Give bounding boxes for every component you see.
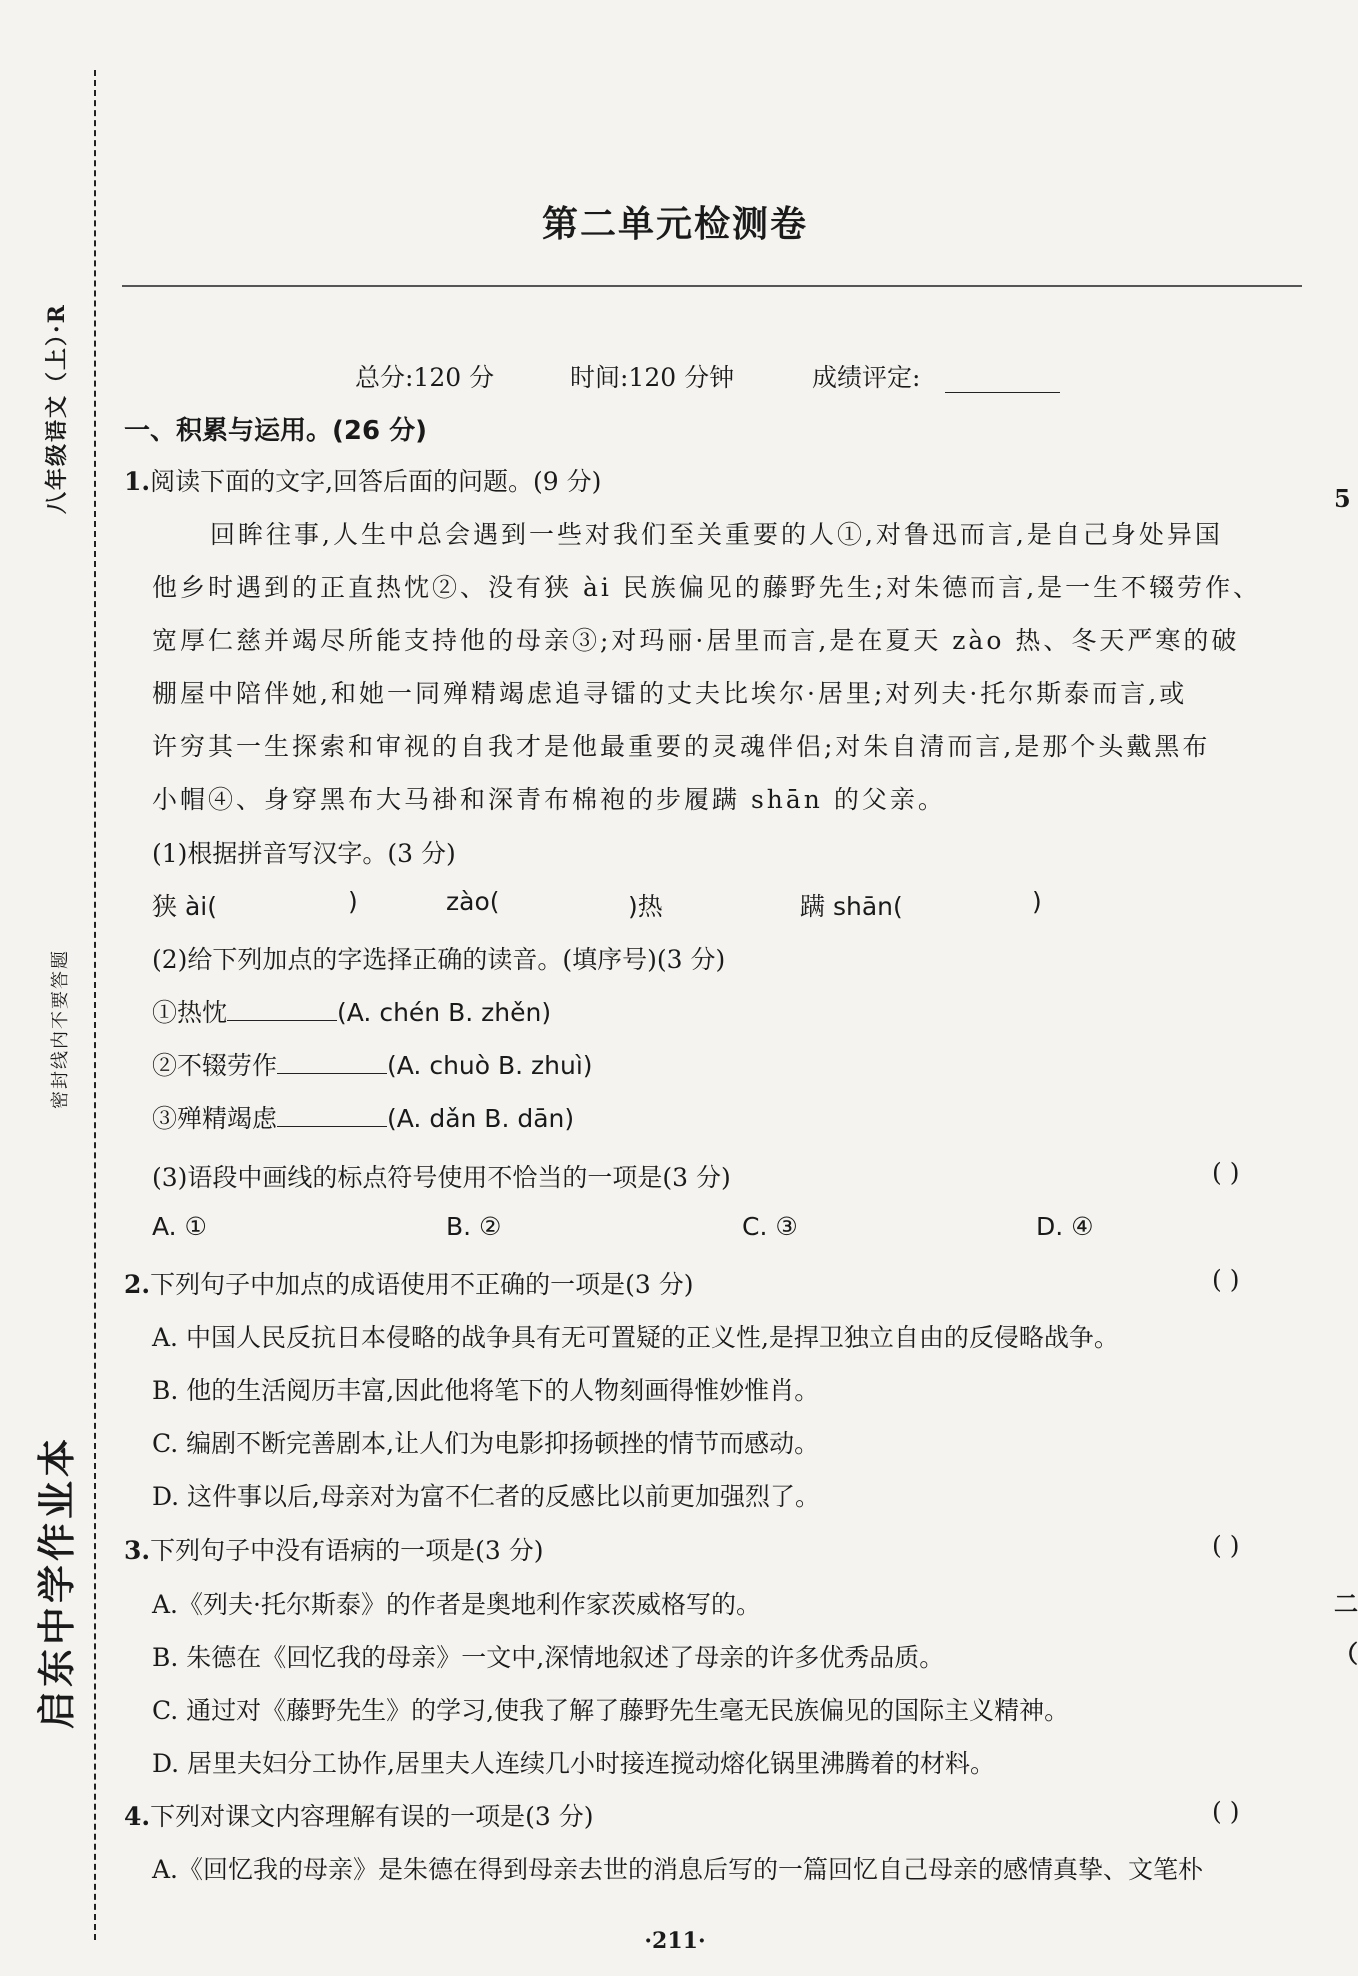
question-4-stem xyxy=(124,1797,593,1833)
choice-a: A. ① xyxy=(152,1212,207,1241)
title-divider xyxy=(122,285,1302,287)
edge-mark-low: （ xyxy=(1334,1639,1358,1668)
passage-line: 许穷其一生探索和审视的自我才是他最重要的灵魂伴侣;对朱自清而言,是那个头戴黑布 xyxy=(152,732,1211,761)
option-a: A.《回忆我的母亲》是朱德在得到母亲去世的消息后写的一篇回忆自己母亲的感情真挚、文笔朴 xyxy=(152,1855,1204,1884)
reading-word: ③殚精竭虑 xyxy=(152,1104,278,1133)
subquestion-3: (3)语段中画线的标点符号使用不恰当的一项是(3 分) xyxy=(152,1163,731,1192)
pinyin-blank-2: zào( xyxy=(446,887,500,916)
choice-c: C. ③ xyxy=(742,1212,798,1241)
choice-b: B. ② xyxy=(446,1212,502,1241)
page-number: ·211· xyxy=(644,1928,706,1954)
total-score: 总分:120 分 xyxy=(355,363,495,392)
answer-parentheses[interactable]: ( ) xyxy=(1212,1797,1240,1826)
reading-item xyxy=(152,1099,574,1135)
reading-item xyxy=(152,1046,593,1082)
reading-options: (A. chuò B. zhuì) xyxy=(387,1051,593,1080)
pinyin-blank-3: 蹒 shān( xyxy=(800,892,903,921)
question-text: 下列句子中加点的成语使用不正确的一项是(3 分) xyxy=(150,1270,694,1299)
reading-options: (A. chén B. zhěn) xyxy=(337,998,552,1027)
passage-line: 小帽④、身穿黑布大马褂和深青布棉袍的步履蹒 shān 的父亲。 xyxy=(152,785,946,814)
option-c: C. 编剧不断完善剧本,让人们为电影抑扬顿挫的情节而感动。 xyxy=(152,1429,820,1458)
passage-line: 回眸往事,人生中总会遇到一些对我们至关重要的人①,对鲁迅而言,是自己身处异国 xyxy=(210,520,1223,549)
question-number: 4. xyxy=(124,1802,151,1831)
option-d: D. 这件事以后,母亲对为富不仁者的反感比以前更加强烈了。 xyxy=(152,1482,820,1511)
answer-parentheses[interactable]: ( ) xyxy=(1212,1531,1240,1560)
option-c: C. 通过对《藤野先生》的学习,使我了解了藤野先生毫无民族偏见的国际主义精神。 xyxy=(152,1696,1070,1725)
question-number: 2. xyxy=(124,1270,151,1299)
page-title: 第二单元检测卷 xyxy=(541,204,808,245)
option-d: D. 居里夫妇分工协作,居里夫人连续几小时接连搅动熔化锅里沸腾着的材料。 xyxy=(152,1749,995,1778)
side-grade-label: 八年级语文（上）·R xyxy=(40,297,71,520)
edge-mark-top: 5 xyxy=(1334,484,1351,513)
side-seal-label: 密封线内不要答题 xyxy=(46,943,72,1115)
grade-blank[interactable] xyxy=(945,392,1060,393)
subquestion-1: (1)根据拼音写汉字。(3 分) xyxy=(152,839,456,868)
question-2-stem xyxy=(124,1265,693,1301)
passage-line: 宽厚仁慈并竭尽所能支持他的母亲③;对玛丽·居里而言,是在夏天 zào 热、冬天严寒的破 xyxy=(152,626,1240,655)
side-school-label: 启东中学作业本 xyxy=(26,1429,81,1735)
answer-blank[interactable] xyxy=(227,994,337,1021)
reading-word: ②不辍劳作 xyxy=(152,1051,278,1080)
pinyin-close-3: ) xyxy=(1032,887,1042,916)
question-text: 下列对课文内容理解有误的一项是(3 分) xyxy=(150,1802,594,1831)
time-limit: 时间:120 分钟 xyxy=(570,363,735,392)
pinyin-blank-1: 狭 ài( xyxy=(152,892,217,921)
answer-blank[interactable] xyxy=(277,1100,387,1127)
passage-line: 他乡时遇到的正直热忱②、没有狭 ài 民族偏见的藤野先生;对朱德而言,是一生不辍劳作、 xyxy=(152,573,1262,602)
passage-line: 棚屋中陪伴她,和她一同殚精竭虑追寻镭的丈夫比埃尔·居里;对列夫·托尔斯泰而言,或 xyxy=(152,679,1188,708)
grade-label: 成绩评定: xyxy=(812,363,921,392)
choice-d: D. ④ xyxy=(1036,1212,1094,1241)
question-number: 3. xyxy=(124,1536,151,1565)
question-text: 阅读下面的文字,回答后面的问题。(9 分) xyxy=(150,467,602,496)
answer-blank[interactable] xyxy=(277,1047,387,1074)
pinyin-close-1: ) xyxy=(348,887,358,916)
binding-dashed-line xyxy=(94,70,96,1940)
question-1-stem xyxy=(124,462,601,498)
question-text: 下列句子中没有语病的一项是(3 分) xyxy=(150,1536,544,1565)
option-a: A.《列夫·托尔斯泰》的作者是奥地利作家茨威格写的。 xyxy=(152,1590,761,1619)
edge-mark-mid: 二 xyxy=(1334,1589,1358,1618)
question-number: 1. xyxy=(124,467,151,496)
pinyin-close-2: )热 xyxy=(628,892,663,921)
subquestion-2: (2)给下列加点的字选择正确的读音。(填序号)(3 分) xyxy=(152,945,726,974)
reading-word: ①热忱 xyxy=(152,998,228,1027)
answer-parentheses[interactable]: ( ) xyxy=(1212,1265,1240,1294)
option-a: A. 中国人民反抗日本侵略的战争具有无可置疑的正义性,是捍卫独立自由的反侵略战争。 xyxy=(152,1323,1119,1352)
reading-item xyxy=(152,993,551,1029)
section-heading: 一、积累与运用。(26 分) xyxy=(124,416,427,446)
answer-parentheses[interactable]: ( ) xyxy=(1212,1158,1240,1187)
question-3-stem xyxy=(124,1531,543,1567)
option-b: B. 朱德在《回忆我的母亲》一文中,深情地叙述了母亲的许多优秀品质。 xyxy=(152,1643,945,1672)
reading-options: (A. dǎn B. dān) xyxy=(387,1104,575,1133)
option-b: B. 他的生活阅历丰富,因此他将笔下的人物刻画得惟妙惟肖。 xyxy=(152,1376,820,1405)
